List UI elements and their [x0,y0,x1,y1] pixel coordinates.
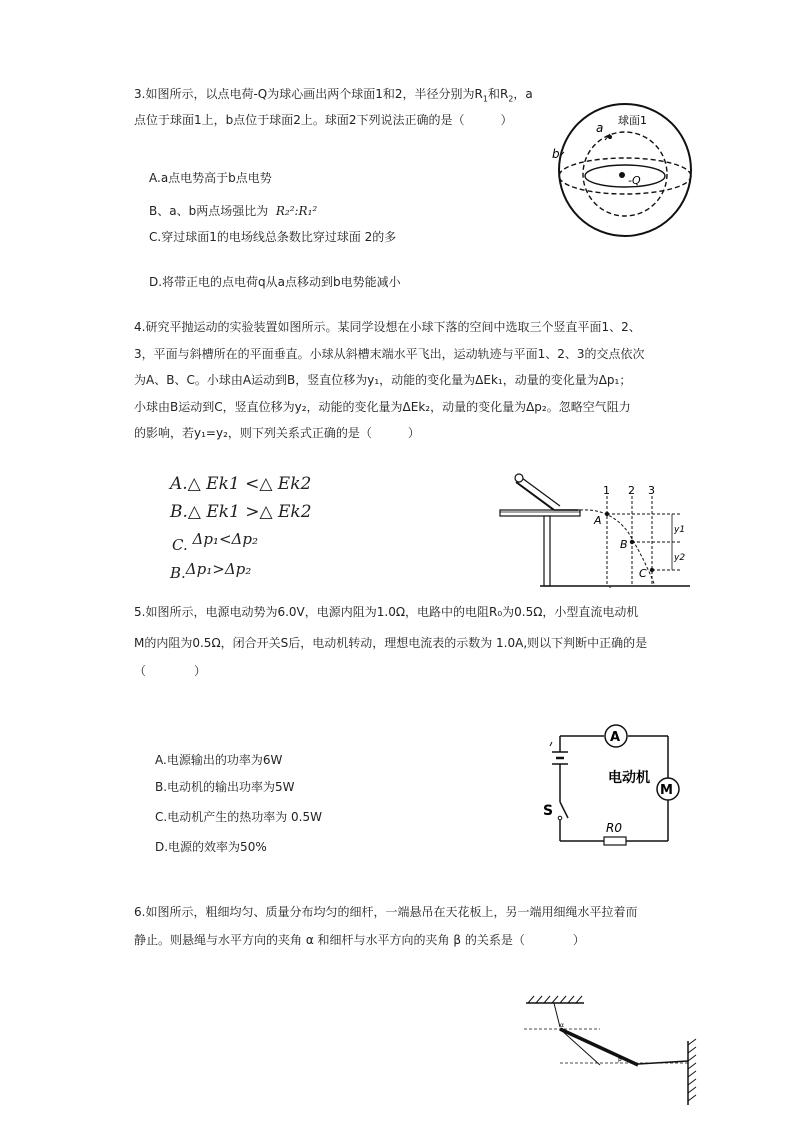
q3-option-b: B、a、b两点场强比为 R₂²:R₁² [149,204,318,218]
q3-label-sphere1: 球面1 [618,114,647,127]
q4-point-c: C [639,567,647,580]
q3-line1: 3.如图所示，以点电荷-Q为球心画出两个球面1和2，半径分别为$R_1$和$R_2$，a [134,87,533,104]
q3-option-d: D.将带正电的点电荷q从a点移动到b电势能减小 [149,275,401,289]
q4-line1: 4.研究平抛运动的实验装置如图所示。某同学设想在小球下落的空间中选取三个竖直平面1、2、 [134,320,641,334]
q4-line2: 3，平面与斜槽所在的平面垂直。小球从斜槽末端水平飞出，运动轨迹与平面1、2、3的交点依次 [134,347,645,361]
q4-plane-1: 1 [603,484,610,497]
q4-projectile-figure [500,470,700,592]
q3-sphere-figure [550,96,700,236]
q3-label-b: b [552,147,560,161]
q4-label-y2: y2 [674,553,686,563]
q5-ammeter-label: A [610,730,621,745]
q5-option-a: A.电源输出的功率为6W [155,753,283,767]
q6-line1: 6.如图所示，粗细均匀、质量分布均匀的细杆，一端悬吊在天花板上，另一端用细绳水平拉着而 [134,905,638,919]
q6-alpha-label: α [560,1022,564,1029]
q3-label-a: a [596,121,604,135]
q5-option-d: D.电源的效率为50% [155,840,267,854]
q4-plane-3: 3 [648,484,655,497]
q4-point-b: B [620,538,628,551]
q6-rod-figure [520,993,705,1108]
q4-line3: 为A、B、C。小球由A运动到B，竖直位移为y₁，动能的变化量为ΔEk₁，动量的变化量为Δp₁； [134,373,632,387]
q4-option-d: B.Δp₁>Δp₂ [170,560,252,582]
q4-option-c: C. Δp₁<Δp₂ [172,530,258,554]
q5-line3: （ ） [134,664,207,678]
q5-line1: 5.如图所示，电源电动势为6.0V，电源内阻为1.0Ω，电路中的电阻R₀为0.5Ω，小型直流电动机 [134,605,639,619]
q3-line2: 点位于球面1上，b点位于球面2上。球面2下列说法正确的是（ ） [134,113,513,127]
q4-line4: 小球由B运动到C，竖直位移为y₂，动能的变化量为ΔEk₂，动量的变化量为Δp₂。忽略空气阻力 [134,400,631,414]
q4-option-a: A.△ Ek1 <△ Ek2 [170,474,312,494]
q4-line5: 的影响，若y₁=y₂，则下列关系式正确的是（ ） [134,426,420,440]
q4-plane-2: 2 [628,484,635,497]
q5-resistor-label: R0 [606,821,622,835]
q4-point-a: A [594,514,602,527]
q5-motor-symbol: M [660,783,673,798]
q6-line2: 静止。则悬绳与水平方向的夹角 α 和细杆与水平方向的夹角 β 的关系是（ ） [134,933,585,947]
q3-option-c: C.穿过球面1的电场线总条数比穿过球面 2的多 [149,230,397,244]
q3-option-a: A.a点电势高于b点电势 [149,171,272,185]
q5-option-c: C.电动机产生的热功率为 0.5W [155,810,322,824]
q5-option-b: B.电动机的输出功率为5W [155,780,295,794]
q4-option-b: B.△ Ek1 >△ Ek2 [170,502,312,522]
q3-label-q: -Q [628,174,641,187]
q5-line2: M的内阻为0.5Ω，闭合开关S后，电动机转动，理想电流表的示数为 1.0A,则以下判断中正确的是 [134,636,648,650]
q5-switch-label: S [543,803,554,819]
q5-circuit-figure [538,722,688,852]
q6-beta-label: β [618,1056,622,1063]
q5-motor-label: 电动机 [608,770,650,786]
q4-label-y1: y1 [674,525,686,535]
